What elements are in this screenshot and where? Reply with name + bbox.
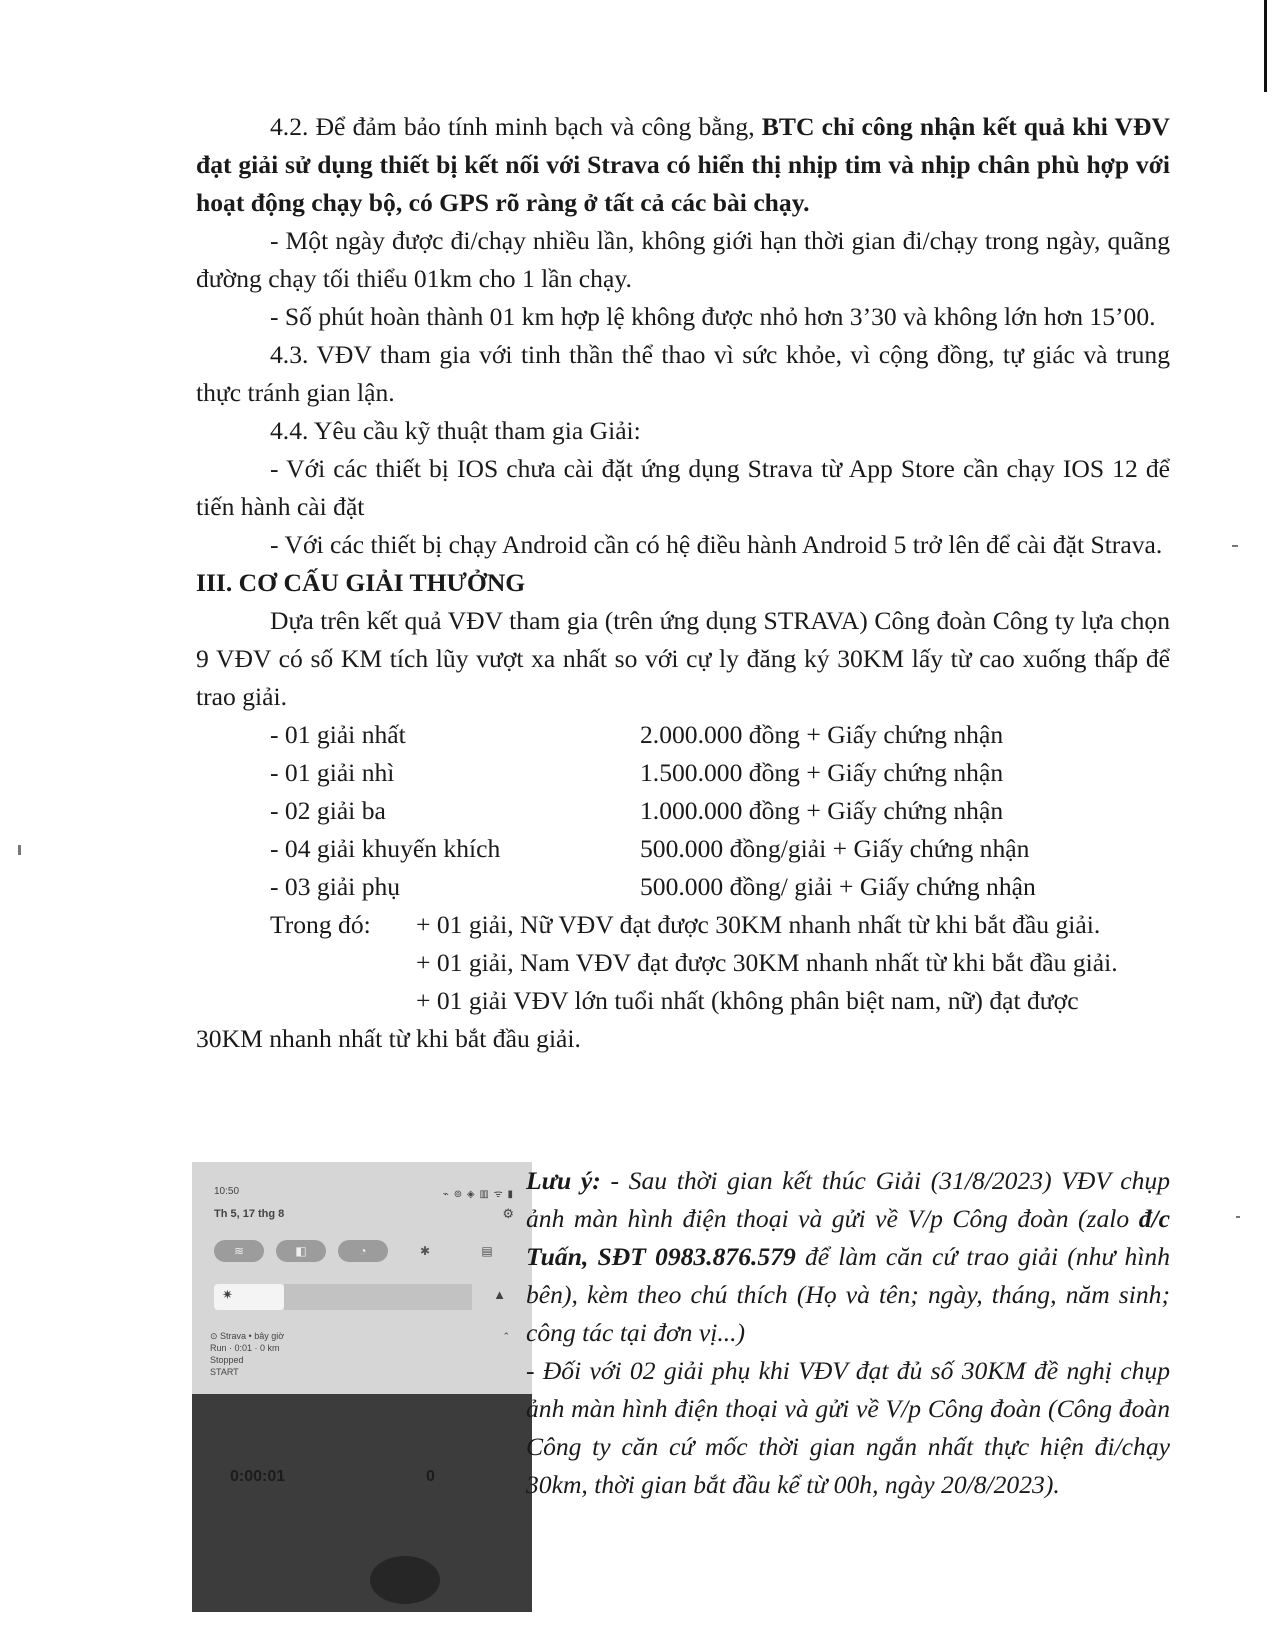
notification-app: ⊙ Strava • bây giờ (210, 1331, 285, 1341)
notification-activity: Run · 0:01 · 0 km (210, 1343, 280, 1353)
note-paragraph-2: - Đối với 02 giải phụ khi VĐV đạt đủ số 30KM đề nghị chụp ảnh màn hình điện thoại và gửi về V/p Công đoàn (Công đoàn Công ty căn cứ mốc thời gian ngắn nhất thực hiện đi/chạy 30km, thời gian bắt đầu kể từ 00h, ngày 20/8/2023). (526, 1356, 1170, 1499)
brightness-icon: ✷ (222, 1287, 233, 1302)
strava-notification (210, 1330, 514, 1378)
prize-name: - 01 giải nhất (270, 720, 406, 749)
prize-value: 500.000 đồng/giải + Giấy chứng nhận (640, 834, 1030, 863)
scan-speck (18, 845, 21, 855)
bullet-android: - Với các thiết bị chạy Android cần có hệ điều hành Android 5 trở lên để cài đặt Strava. (270, 530, 1163, 559)
trong-do-continuation: 30KM nhanh nhất từ khi bắt đầu giải. (196, 1024, 581, 1053)
status-bar-icons: ⌁ ⊚ ◈ ▥ ᯤ ▮ (442, 1189, 514, 1200)
notification-action: START (210, 1367, 239, 1377)
wifi-tile-icon: ≋ (214, 1240, 264, 1262)
prize-value: 500.000 đồng/ giải + Giấy chứng nhận (640, 872, 1036, 901)
prize-value: 1.000.000 đồng + Giấy chứng nhận (640, 796, 1004, 825)
section-4-4: 4.4. Yêu cầu kỹ thuật tham gia Giải: (270, 416, 641, 445)
start-button-icon (370, 1556, 440, 1604)
scan-edge-line (1264, 0, 1267, 92)
data-tile-icon: ◧ (276, 1240, 326, 1262)
trong-do-item: + 01 giải, Nam VĐV đạt được 30KM nhanh nhất từ khi bắt đầu giải. (416, 948, 1118, 977)
flashlight-tile-icon: ▤ (481, 1244, 493, 1258)
section-4-3: 4.3. VĐV tham gia với tinh thần thể thao vì sức khỏe, vì cộng đồng, tự giác và trung thực tránh gian lận. (196, 340, 1170, 407)
section-iii-heading: III. CƠ CẤU GIẢI THƯỞNG (196, 568, 526, 597)
trong-do-label: Trong đó: (270, 910, 371, 939)
note-contact: đ/c Tuấn, SĐT 0983.876.579 (526, 1204, 1170, 1271)
prize-name: - 03 giải phụ (270, 872, 401, 901)
prize-row (270, 716, 1170, 754)
scan-speck (1232, 545, 1238, 547)
note-text (526, 1162, 1170, 1504)
bullet-runs-per-day: - Một ngày được đi/chạy nhiều lần, không giới hạn thời gian đi/chạy trong ngày, quãng đường chạy tối thiểu 01km cho 1 lần chạy. (196, 226, 1170, 293)
elapsed-timer: 0:00:01 (230, 1468, 286, 1485)
section-iii-intro: Dựa trên kết quả VĐV tham gia (trên ứng dụng STRAVA) Công đoàn Công ty lựa chọn 9 VĐV có số KM tích lũy vượt xa nhất so với cự ly đăng ký 30KM lấy từ cao xuống thấp để trao giải. (196, 606, 1170, 711)
note-p1-b: để làm căn cứ trao giải (như hình bên), kèm theo chú thích (Họ và tên; ngày, tháng, năm sinh; công tác tại đơn vị...) (526, 1242, 1170, 1347)
note-p1-a: - Sau thời gian kết thúc Giải (31/8/2023) VĐV chụp ảnh màn hình điện thoại và gửi về V/p Công đoàn (zalo (526, 1166, 1171, 1233)
auto-brightness-icon: ▲ (493, 1287, 506, 1302)
rotate-tile-icon: ◔ (338, 1240, 388, 1262)
trong-do-row (270, 906, 1170, 944)
prize-name: - 04 giải khuyến khích (270, 834, 501, 863)
scan-speck (1236, 1216, 1240, 1218)
notification-status: Stopped (210, 1355, 244, 1365)
recording-panel (192, 1394, 532, 1612)
quick-settings-row (214, 1240, 532, 1262)
bullet-pace: - Số phút hoàn thành 01 km hợp lệ không được nhỏ hơn 3’30 và không lớn hơn 15’00. (270, 302, 1156, 331)
phone-date: Th 5, 17 thg 8 (214, 1208, 285, 1220)
section-4-2-intro: 4.2. Để đảm bảo tính minh bạch và công bằng, (270, 112, 762, 141)
prize-row (270, 868, 1170, 906)
section-4-2 (196, 108, 1170, 222)
prize-value: 2.000.000 đồng + Giấy chứng nhận (640, 720, 1004, 749)
note-label: Lưu ý: (526, 1166, 601, 1195)
distance-readout: 0 (426, 1468, 435, 1485)
phone-screenshot (192, 1162, 532, 1612)
trong-do-item: + 01 giải, Nữ VĐV đạt được 30KM nhanh nhất từ khi bắt đầu giải. (416, 910, 1101, 939)
document-body (196, 108, 1170, 1058)
bullet-ios: - Với các thiết bị IOS chưa cài đặt ứng dụng Strava từ App Store cần chạy IOS 12 để tiến hành cài đặt (196, 454, 1170, 521)
settings-gear-icon: ⚙ (502, 1206, 514, 1221)
prize-row (270, 754, 1170, 792)
phone-clock: 10:50 (214, 1186, 240, 1197)
brightness-slider (214, 1284, 512, 1310)
prize-name: - 02 giải ba (270, 796, 386, 825)
prize-row (270, 830, 1170, 868)
note-paragraph-1 (526, 1162, 1170, 1352)
bluetooth-tile-icon: ✱ (419, 1244, 431, 1258)
note-section (192, 1162, 1170, 1612)
section-4-2-emphasis: BTC chỉ công nhận kết quả khi VĐV đạt giải sử dụng thiết bị kết nối với Strava có hiển thị nhịp tim và nhịp chân phù hợp với hoạt động chạy bộ, có GPS rõ ràng ở tất cả các bài chạy. (196, 112, 1170, 217)
prize-row (270, 792, 1170, 830)
chevron-up-icon: ⌃ (502, 1331, 510, 1341)
prize-name: - 01 giải nhì (270, 758, 395, 787)
prize-value: 1.500.000 đồng + Giấy chứng nhận (640, 758, 1004, 787)
trong-do-item: + 01 giải VĐV lớn tuổi nhất (không phân biệt nam, nữ) đạt được (416, 986, 1079, 1015)
